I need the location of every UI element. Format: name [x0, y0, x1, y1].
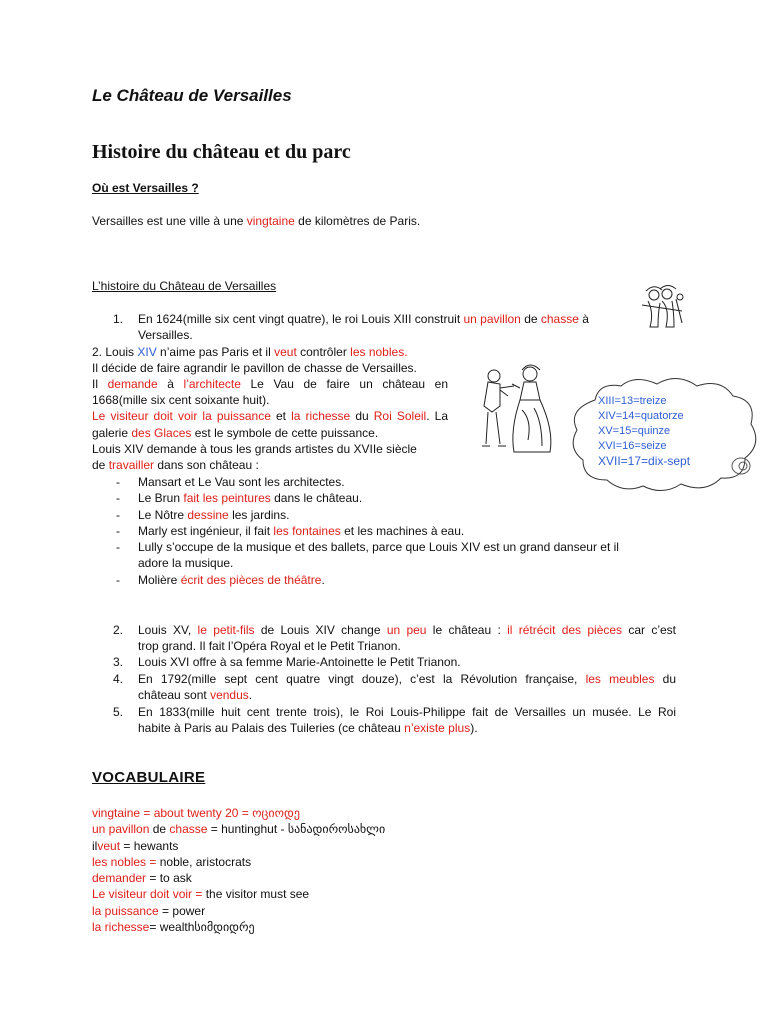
highlight-run: vendus	[210, 688, 249, 702]
vocab-translation: = hewants	[120, 839, 179, 853]
text-run: du	[350, 409, 374, 423]
text-run: En 1624(mille six cent vingt quatre), le roi Louis XIII construit	[138, 312, 464, 326]
text-run: 2. Louis	[92, 345, 138, 359]
courtiers-illustration	[470, 360, 558, 456]
vocab-entry	[92, 839, 178, 853]
highlight-run: veut	[274, 345, 297, 359]
highlight-run: dessine	[187, 508, 229, 522]
text-run: dans son château :	[154, 458, 259, 472]
text-run: Versailles est une ville à une	[92, 214, 247, 228]
text-run: il	[92, 839, 98, 853]
bullet-dash: -	[116, 540, 120, 554]
bullet-dash: -	[116, 524, 120, 538]
vocab-translation: noble, aristocrats	[156, 855, 252, 869]
text-run: de	[92, 458, 109, 472]
text-run: ).	[470, 721, 478, 735]
text-run: Le Nôtre	[138, 508, 188, 522]
item-text	[138, 671, 676, 687]
highlight-run: l’architecte	[183, 377, 241, 391]
item-2-line-4: 1668(mille six cent soixante huit).	[92, 393, 270, 407]
highlight-run: un peu	[386, 623, 427, 637]
highlight-run: le petit-fils	[197, 623, 255, 637]
hunters-illustration	[636, 283, 686, 335]
text-run: et les machines à eau.	[340, 524, 465, 538]
bullet-dash: -	[116, 508, 120, 522]
item-2-line-3	[92, 376, 448, 392]
vocab-term: la puissance	[92, 904, 159, 918]
vocab-translation: the visitor must see	[202, 887, 310, 901]
item-continuation	[138, 720, 478, 736]
item-2-line-6	[92, 425, 378, 441]
list-number: 2.	[113, 623, 124, 637]
highlight-run: la richesse	[291, 409, 351, 423]
text-run: du	[654, 672, 677, 686]
text-run: de	[149, 822, 170, 836]
text-run: de Louis XIV change	[254, 623, 387, 637]
bullet-dash: -	[116, 475, 120, 489]
text-run: le château :	[426, 623, 508, 637]
text-run: .	[321, 573, 325, 587]
cloud-line: XVII=17=dix-sept	[598, 454, 691, 468]
text-run: . La	[426, 409, 448, 423]
vocab-translation: = to ask	[146, 871, 192, 885]
vocab-term: un pavillon	[92, 822, 150, 836]
cloud-line: XVI=16=seize	[598, 440, 667, 452]
cloud-line: XIV=14=quatorze	[598, 410, 684, 422]
text-run: car c’est	[622, 623, 676, 637]
vocab-translation: = huntinghut - სანადიროსახლი	[207, 822, 386, 836]
bullet-dash: -	[116, 573, 120, 587]
text-run: de kilomètres de Paris.	[294, 214, 421, 228]
text-run: est le symbole de cette puissance.	[191, 426, 379, 440]
highlight-run: XIV	[137, 345, 157, 359]
bullet-text	[138, 523, 464, 539]
vocab-entry	[92, 871, 192, 885]
text-run: Le Vau de faire un château en	[240, 377, 448, 391]
item-1-line-1	[138, 311, 589, 327]
text-run: habite à Paris au Palais des Tuileries (ce château	[138, 721, 405, 735]
text-run: Louis XV,	[138, 623, 198, 637]
history-heading: L’histoire du Château de Versailles	[92, 279, 277, 293]
text-run: à	[578, 312, 589, 326]
cloud-line: XV=15=quinze	[598, 425, 671, 437]
item-1-line-2: Versailles.	[138, 328, 193, 342]
text-run: château sont	[138, 688, 211, 702]
highlight-run: travailler	[108, 458, 155, 472]
text-run: galerie	[92, 426, 132, 440]
document-title: Le Château de Versailles	[92, 86, 292, 105]
item-2-line-5	[92, 408, 448, 424]
highlight-run: les nobles.	[350, 345, 408, 359]
bullet-text: Mansart et Le Vau sont les architectes.	[138, 475, 345, 489]
vocab-translation: = power	[158, 904, 206, 918]
text-run: .	[248, 688, 253, 702]
item-2-line-8	[92, 457, 259, 473]
highlight-run: écrit des pièces de théâtre	[180, 573, 322, 587]
text-run: les jardins.	[228, 508, 290, 522]
item-continuation	[138, 687, 252, 703]
item-2-line-7: Louis XIV demande à tous les grands artistes du XVIIe siècle	[92, 442, 417, 456]
vocab-term: la richesse	[92, 920, 150, 934]
text-run: Molière	[138, 573, 181, 587]
item-2-line-1	[92, 344, 408, 360]
item-text: Louis XVI offre à sa femme Marie-Antoinette le Petit Trianon.	[138, 655, 461, 669]
vocab-entry	[92, 822, 385, 836]
cloud-line: XIII=13=treize	[598, 395, 667, 407]
vocab-entry	[92, 904, 205, 918]
text-run: contrôler	[296, 345, 351, 359]
where-sentence	[92, 213, 420, 229]
highlight-run: vingtaine	[246, 214, 295, 228]
text-run: Il	[92, 377, 108, 391]
text-run: à	[157, 377, 184, 391]
bullet-text	[138, 490, 362, 506]
text-run: de	[520, 312, 541, 326]
list-number: 4.	[113, 672, 124, 686]
vocab-term: les nobles =	[92, 855, 157, 869]
highlight-run: n’existe plus	[404, 721, 471, 735]
text-run: Marly est ingénieur, il fait	[138, 524, 274, 538]
highlight-run: Roi Soleil	[373, 409, 427, 423]
vocab-entry: vingtaine = about twenty 20 = ოციოდე	[92, 806, 300, 820]
vocab-entry	[92, 887, 309, 901]
vocab-entry	[92, 855, 251, 869]
item-2-line-2: Il décide de faire agrandir le pavillon de chasse de Versailles.	[92, 361, 417, 375]
bullet-text	[138, 507, 289, 523]
highlight-run: les meubles	[585, 672, 655, 686]
vocab-term: Le visiteur doit voir =	[92, 887, 203, 901]
item-continuation: trop grand. Il fait l’Opéra Royal et le Petit Trianon.	[138, 639, 401, 653]
list-number: 5.	[113, 705, 124, 719]
highlight-run: chasse	[540, 312, 579, 326]
vocab-entry	[92, 920, 255, 934]
bullet-text	[138, 572, 325, 588]
bullet-text: Lully s’occupe de la musique et des ballets, parce que Louis XIV est un grand danseur et il	[138, 540, 619, 554]
text-run: Le Brun	[138, 491, 184, 505]
vocab-translation: = wealthსიმდიდრე	[149, 920, 255, 934]
highlight-run: un pavillon	[463, 312, 521, 326]
highlight-run: il rétrécit des pièces	[507, 623, 623, 637]
list-number: 3.	[113, 655, 124, 669]
text-run: et	[270, 409, 292, 423]
vocab-term: veut	[97, 839, 121, 853]
highlight-run: des Glaces	[131, 426, 192, 440]
vocab-term: chasse	[169, 822, 208, 836]
bullet-continuation: adore la musique.	[138, 556, 234, 570]
item-text	[138, 622, 676, 638]
highlight-run: Le visiteur doit voir la puissance	[92, 409, 271, 423]
question-where: Où est Versailles ?	[92, 181, 199, 195]
text-run: En 1792(mille sept cent quatre vingt douze), c’est la Révolution française,	[138, 672, 586, 686]
list-number: 1.	[113, 312, 124, 326]
section-heading: Histoire du château et du parc	[92, 141, 351, 163]
text-run: n’aime pas Paris et il	[156, 345, 275, 359]
vocabulary-heading: VOCABULAIRE	[92, 769, 206, 786]
bullet-dash: -	[116, 491, 120, 505]
item-text: En 1833(mille huit cent trente trois), le Roi Louis-Philippe fait de Versailles un musée. Le Roi	[138, 705, 676, 719]
vocab-term: demander	[92, 871, 147, 885]
highlight-run: les fontaines	[273, 524, 341, 538]
highlight-run: fait les peintures	[183, 491, 271, 505]
highlight-run: demande	[107, 377, 158, 391]
text-run: dans le château.	[270, 491, 363, 505]
